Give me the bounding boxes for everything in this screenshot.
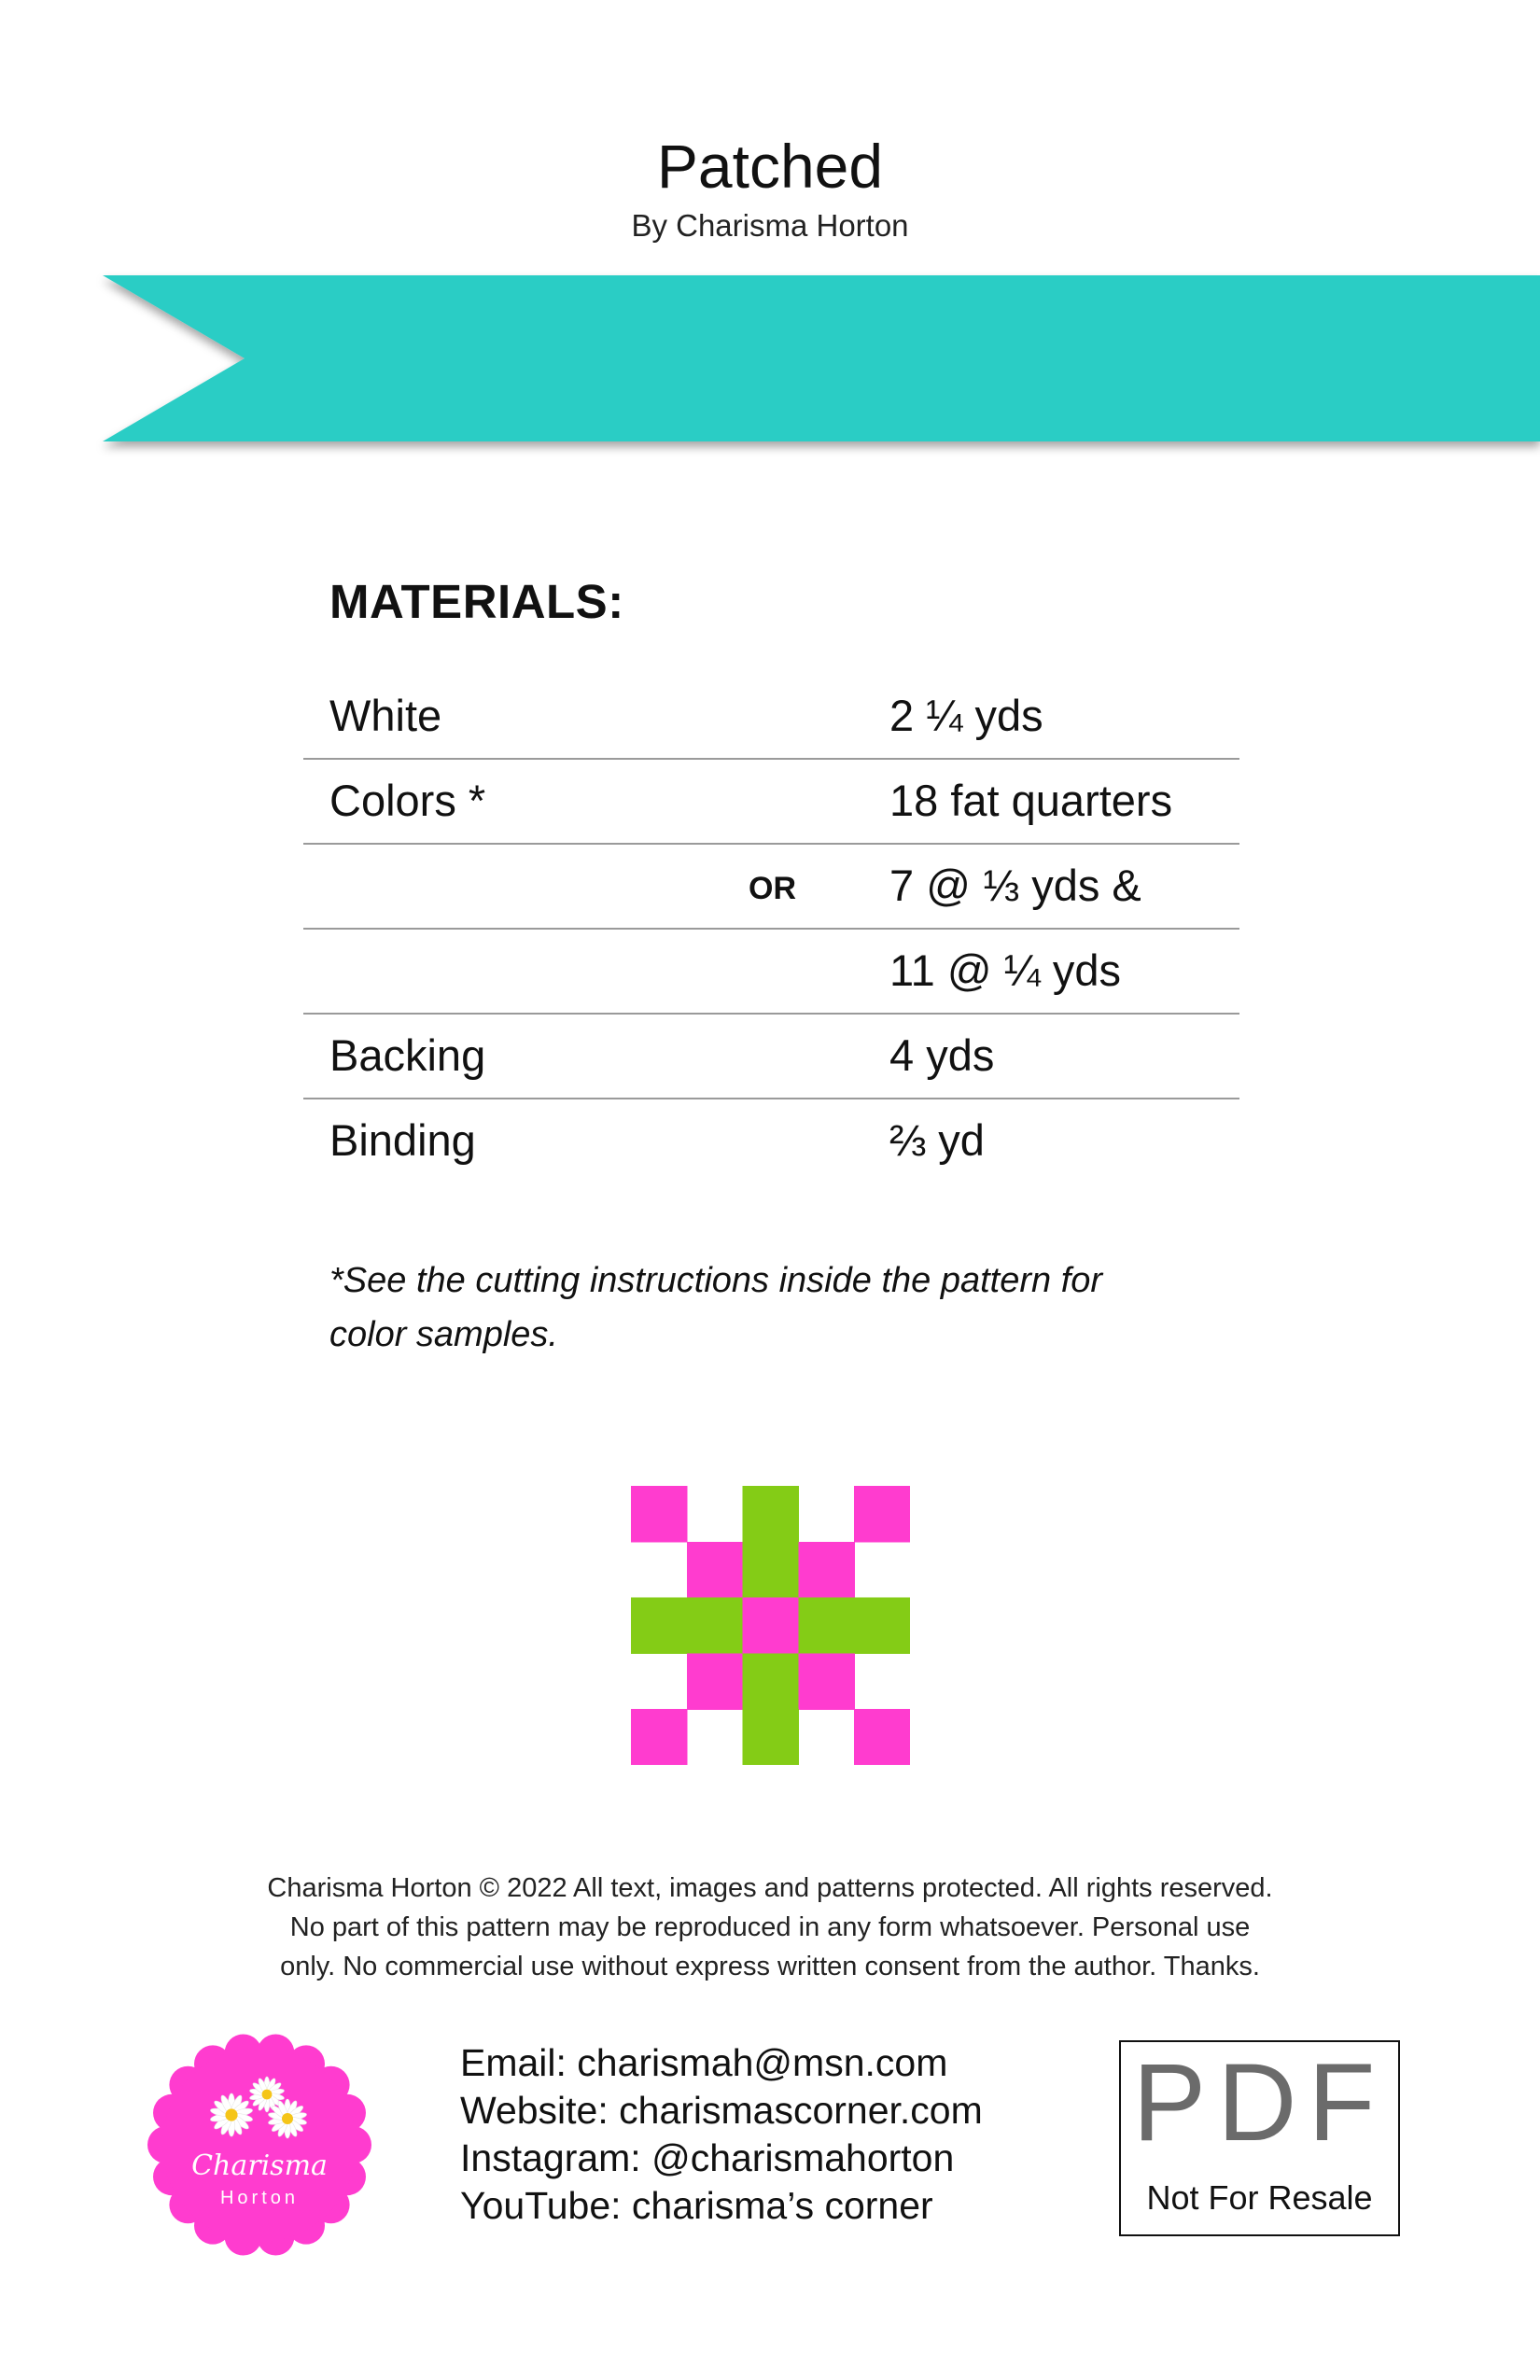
materials-table bbox=[303, 675, 1239, 1184]
green-square bbox=[854, 1598, 910, 1654]
copyright-line: No part of this pattern may be reproduced in any form whatsoever. Personal use bbox=[289, 1912, 1251, 1942]
green-square bbox=[743, 1653, 799, 1709]
table-row bbox=[303, 930, 1239, 1015]
logo-word-charisma: Charisma bbox=[191, 2149, 328, 2182]
header-banner bbox=[0, 266, 1540, 467]
green-square bbox=[798, 1598, 854, 1654]
table-row bbox=[303, 845, 1239, 930]
or-label: OR bbox=[749, 871, 796, 906]
pdf-not-for-resale-badge bbox=[1119, 2040, 1400, 2236]
pink-square bbox=[743, 1598, 799, 1654]
copyright-line: Charisma Horton © 2022 All text, images and patterns protected. All rights reserved. bbox=[267, 1873, 1273, 1903]
note-line: *See the cutting instructions inside the pattern for bbox=[329, 1261, 1103, 1300]
table-row bbox=[303, 675, 1239, 760]
materials-heading: MATERIALS: bbox=[329, 575, 624, 628]
pink-square bbox=[854, 1709, 910, 1765]
green-square bbox=[743, 1542, 799, 1598]
pdf-label: PDF bbox=[1132, 2041, 1387, 2164]
logo-word-horton: Horton bbox=[219, 2188, 300, 2208]
charisma-horton-logo bbox=[147, 2033, 371, 2257]
contact-website: Website: charismascorner.com bbox=[460, 2089, 983, 2132]
note-line: color samples. bbox=[329, 1315, 558, 1354]
pattern-title: Patched bbox=[656, 132, 884, 201]
pink-square bbox=[854, 1486, 910, 1542]
contact-youtube: YouTube: charisma’s corner bbox=[460, 2184, 933, 2227]
contact-instagram: Instagram: @charismahorton bbox=[460, 2136, 955, 2179]
copyright-notice bbox=[0, 1869, 1540, 1986]
material-quantity: 2 ¼ yds bbox=[889, 691, 1043, 740]
materials-note bbox=[329, 1253, 1263, 1362]
pink-square bbox=[798, 1653, 854, 1709]
copyright-line: only. No commercial use without express written consent from the author. Thanks. bbox=[280, 1952, 1260, 1981]
material-quantity: ⅔ yd bbox=[889, 1115, 985, 1165]
pink-square bbox=[631, 1486, 687, 1542]
green-square bbox=[687, 1598, 743, 1654]
material-name: White bbox=[329, 691, 442, 740]
logo-scalloped-badge bbox=[147, 2035, 371, 2256]
material-quantity: 7 @ ⅓ yds & bbox=[889, 861, 1141, 910]
pink-square bbox=[631, 1709, 687, 1765]
material-quantity: 18 fat quarters bbox=[889, 776, 1173, 825]
material-name: Backing bbox=[329, 1030, 486, 1080]
pink-square bbox=[798, 1542, 854, 1598]
pink-square bbox=[687, 1542, 743, 1598]
contact-info bbox=[460, 2039, 983, 2230]
quilt-block-illustration bbox=[631, 1486, 910, 1765]
table-row bbox=[303, 1099, 1239, 1184]
contact-email: Email: charismah@msn.com bbox=[460, 2041, 948, 2084]
not-for-resale-label: Not For Resale bbox=[1146, 2178, 1373, 2217]
pink-square bbox=[687, 1653, 743, 1709]
pattern-author: By Charisma Horton bbox=[631, 208, 909, 243]
banner-ribbon bbox=[103, 275, 1540, 441]
green-square bbox=[743, 1709, 799, 1765]
material-name: Colors * bbox=[329, 776, 486, 825]
material-quantity: 4 yds bbox=[889, 1030, 995, 1080]
table-row bbox=[303, 1015, 1239, 1099]
material-quantity: 11 @ ¼ yds bbox=[889, 945, 1122, 995]
green-square bbox=[631, 1598, 687, 1654]
table-row bbox=[303, 760, 1239, 845]
material-name: Binding bbox=[329, 1115, 476, 1165]
green-square bbox=[743, 1486, 799, 1542]
